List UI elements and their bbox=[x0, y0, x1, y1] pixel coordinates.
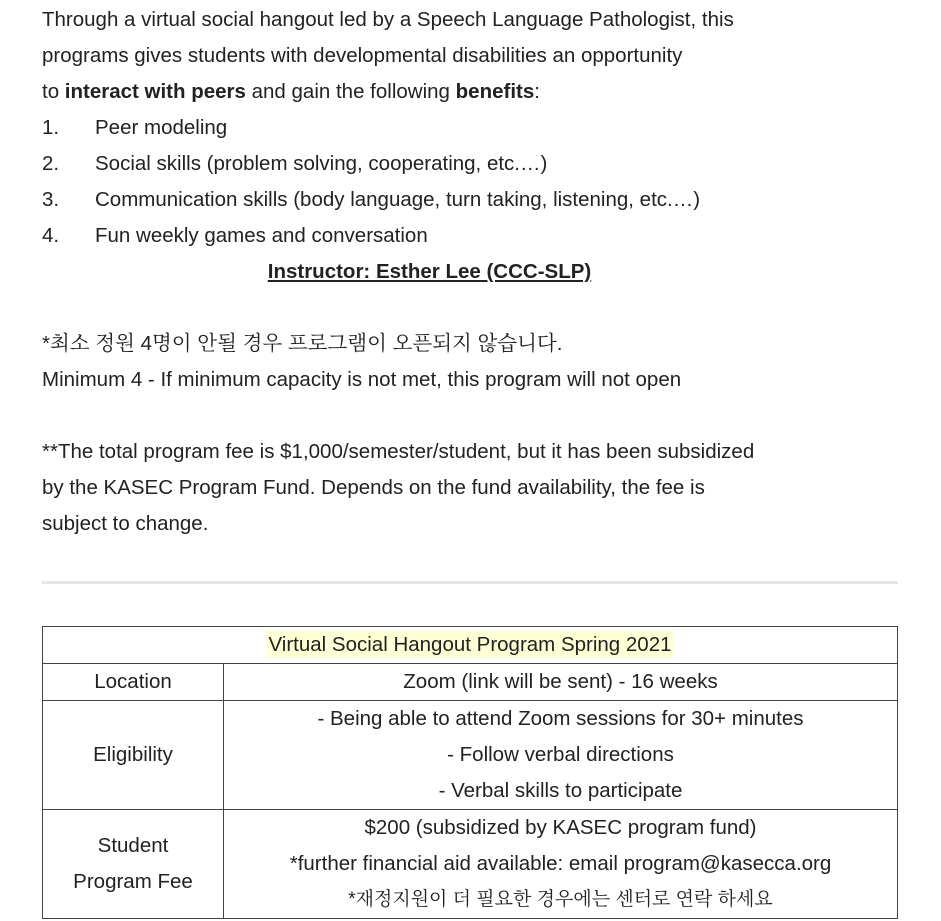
eligibility-item: - Being able to attend Zoom sessions for 30+ minutes bbox=[317, 707, 804, 730]
minimum-korean: *최소 정원 4명이 안될 경우 프로그램이 오픈되지 않습니다. bbox=[42, 332, 563, 355]
instructor-heading: Instructor: Esther Lee (CCC-SLP) bbox=[267, 260, 592, 283]
intro-bold-peers: interact with peers bbox=[64, 80, 246, 103]
location-label: Location bbox=[43, 664, 224, 701]
table-title: Virtual Social Hangout Program Spring 2021 bbox=[268, 633, 672, 656]
list-item bbox=[42, 182, 902, 218]
table-row bbox=[43, 627, 898, 664]
fee-label-line-1: Student bbox=[97, 834, 169, 857]
list-item-text: Social skills (problem solving, cooperating, etc.…) bbox=[95, 152, 548, 175]
fee-value bbox=[224, 810, 898, 919]
list-item-number: 4. bbox=[42, 224, 60, 247]
list-item-text: Peer modeling bbox=[95, 116, 228, 139]
list-item-number: 1. bbox=[42, 116, 60, 139]
list-item-number: 2. bbox=[42, 152, 60, 175]
list-item-number: 3. bbox=[42, 188, 60, 211]
list-item bbox=[42, 110, 902, 146]
intro-line-3 bbox=[42, 74, 902, 110]
fee-label bbox=[43, 810, 224, 919]
minimum-english: Minimum 4 - If minimum capacity is not met, this program will not open bbox=[42, 368, 682, 391]
location-value: Zoom (link will be sent) - 16 weeks bbox=[224, 664, 898, 701]
intro-line-3-pre: to bbox=[42, 80, 65, 103]
list-item-text: Fun weekly games and conversation bbox=[95, 224, 428, 247]
fee-line: $200 (subsidized by KASEC program fund) bbox=[364, 816, 757, 839]
eligibility-item: - Verbal skills to participate bbox=[438, 779, 683, 802]
fee-note-line-2: by the KASEC Program Fund. Depends on the fund availability, the fee is bbox=[42, 476, 705, 499]
divider bbox=[42, 581, 898, 584]
table-row bbox=[43, 664, 898, 701]
fee-line-korean: *재정지원이 더 필요한 경우에는 센터로 연락 하세요 bbox=[348, 889, 773, 910]
intro-line-1: Through a virtual social hangout led by a Speech Language Pathologist, this bbox=[42, 8, 734, 31]
eligibility-item: - Follow verbal directions bbox=[447, 743, 674, 766]
table-title-cell bbox=[43, 627, 898, 664]
fee-note-line-1: **The total program fee is $1,000/semester/student, but it has been subsidized bbox=[42, 440, 755, 463]
eligibility-value bbox=[224, 701, 898, 810]
table-row bbox=[43, 810, 898, 919]
intro-line-3-post: : bbox=[534, 80, 540, 103]
fee-note-line-3: subject to change. bbox=[42, 512, 209, 535]
program-description bbox=[42, 2, 902, 542]
benefits-list bbox=[42, 110, 902, 254]
intro-line-3-mid: and gain the following bbox=[245, 80, 456, 103]
fee-line-email: *further financial aid available: email program@kasecca.org bbox=[289, 852, 832, 875]
list-item bbox=[42, 218, 902, 254]
eligibility-label: Eligibility bbox=[43, 701, 224, 810]
intro-line-2: programs gives students with developmental disabilities an opportunity bbox=[42, 44, 683, 67]
fee-label-line-2: Program Fee bbox=[73, 870, 193, 893]
list-item bbox=[42, 146, 902, 182]
list-item-text: Communication skills (body language, turn taking, listening, etc.…) bbox=[95, 188, 701, 211]
intro-bold-benefits: benefits bbox=[455, 80, 535, 103]
table-row bbox=[43, 701, 898, 810]
program-table bbox=[42, 626, 898, 919]
